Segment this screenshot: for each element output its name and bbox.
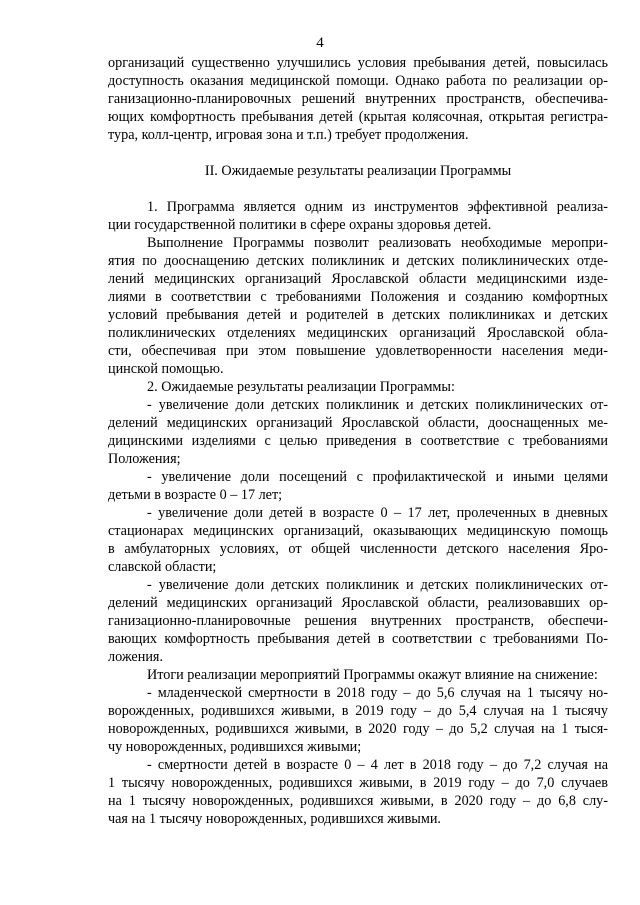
list-item-line: ганизационно-планировочные решения внутренних пространств, обеспечи-	[108, 613, 608, 629]
list-item-line: на 1 тысячу новорожденных, родившихся живыми, в 2020 году – до 6,8 слу-	[108, 793, 608, 809]
list-item-line: детьми в возрасте 0 – 17 лет;	[108, 487, 283, 503]
list-item-line: - увеличение доли посещений с профилактической и иными целями	[147, 469, 608, 485]
text-line: Выполнение Программы позволит реализовать необходимые меропри-	[147, 235, 608, 251]
text-line: ции государственной политики в сфере охраны здоровья детей.	[108, 217, 492, 233]
list-item-line: - увеличение доли детских поликлиник и детских поликлинических от-	[147, 577, 608, 593]
text-line: 2. Ожидаемые результаты реализации Программы:	[147, 379, 455, 395]
list-item-line: ложения.	[108, 649, 163, 665]
text-line: лений медицинских организаций Ярославской области медицинскими изде-	[108, 271, 608, 287]
list-item-line: делений медицинских организаций Ярославской области, дооснащенных ме-	[108, 415, 608, 431]
text-line: цинской помощью.	[108, 361, 224, 377]
list-item-line: 1 тысячу новорожденных, родившихся живыми, в 2019 году – до 7,0 случаев	[108, 775, 608, 791]
text-line: ющих комфортность пребывания детей (крытая колясочная, открытая регистра-	[108, 109, 608, 125]
list-item-line: в амбулаторных условиях, от общей численности детского населения Яро-	[108, 541, 608, 557]
list-item-line: стационарах медицинских организаций, оказывающих медицинскую помощь	[108, 523, 608, 539]
list-item-line: - младенческой смертности в 2018 году – до 5,6 случая на 1 тысячу но-	[147, 685, 608, 701]
text-line: Итоги реализации мероприятий Программы окажут влияние на снижение:	[147, 667, 598, 683]
list-item-line: славской области;	[108, 559, 217, 575]
text-line: лиями в соответствии с требованиями Положения и созданию комфортных	[108, 289, 608, 305]
list-item-line: дицинскими изделиями с целью приведения в соответствие с требованиями	[108, 433, 608, 449]
section-heading: II. Ожидаемые результаты реализации Программы	[204, 163, 512, 179]
list-item-line: ворожденных, родившихся живыми, в 2019 году – до 5,4 случая на 1 тысячу	[108, 703, 608, 719]
text-line: сти, обеспечивая при этом повышение удовлетворенности населения меди-	[108, 343, 608, 359]
list-item-line: новорожденных, родившихся живыми, в 2020 году – до 5,2 случая на 1 тыся-	[108, 721, 608, 737]
list-item-line: чу новорожденных, родившихся живыми;	[108, 739, 362, 755]
list-item-line: - увеличение доли детей в возрасте 0 – 17 лет, пролеченных в дневных	[147, 505, 608, 521]
text-line: условий пребывания детей и родителей в детских поликлиниках и детских	[108, 307, 608, 323]
text-line: организаций существенно улучшились условия пребывания детей, повысилась	[108, 55, 608, 71]
list-item-line: чая на 1 тысячу новорожденных, родившихся живыми.	[108, 811, 441, 827]
list-item-line: Положения;	[108, 451, 181, 467]
list-item-line: - увеличение доли детских поликлиник и детских поликлинических от-	[147, 397, 608, 413]
text-line: поликлинических отделениях медицинских организаций Ярославской обла-	[108, 325, 608, 341]
text-line: доступность оказания медицинской помощи. Однако работа по реализации ор-	[108, 73, 608, 89]
page-number: 4	[316, 35, 324, 51]
text-line: 1. Программа является одним из инструментов эффективной реализа-	[147, 199, 608, 215]
list-item-line: делений медицинских организаций Ярославской области, реализовавших ор-	[108, 595, 608, 611]
text-line: ганизационно-планировочных решений внутренних пространств, обеспечива-	[108, 91, 608, 107]
list-item-line: вающих комфортность пребывания детей в соответствии с требованиями По-	[108, 631, 608, 647]
list-item-line: - смертности детей в возрасте 0 – 4 лет в 2018 году – до 7,2 случая на	[147, 757, 608, 773]
text-line: ятия по дооснащению детских поликлиник и детских поликлинических отде-	[108, 253, 608, 269]
text-line: тура, колл-центр, игровая зона и т.п.) требует продолжения.	[108, 127, 469, 143]
